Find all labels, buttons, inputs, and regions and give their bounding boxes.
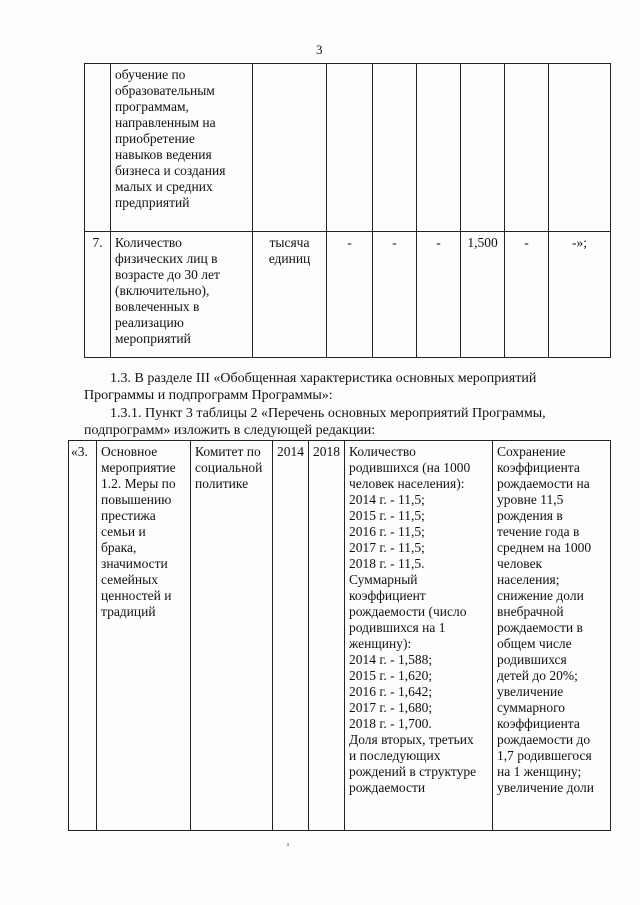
- value-cell: 1,500: [461, 232, 505, 358]
- value-cell: -: [417, 232, 461, 358]
- paragraph-1-3-1-line1: 1.3.1. Пункт 3 таблицы 2 «Перечень основных мероприятий Программы,: [110, 406, 546, 421]
- value-cell: -: [505, 232, 549, 358]
- measure-name-cell: Основное мероприятие 1.2. Меры по повышению престижа семьи и брака, значимости семейных ценностей и традиций: [97, 441, 191, 831]
- paragraph-1-3-line1: 1.3. В разделе III «Обобщенная характеристика основных мероприятий: [110, 371, 537, 386]
- indicators-table: [84, 63, 611, 358]
- row-number-cell: 7.: [85, 232, 111, 358]
- row-number-cell: «3.: [69, 441, 97, 831]
- paragraph-1-3-line2: Программы и подпрограмм Программы»:: [84, 388, 333, 403]
- value-cell: -: [373, 232, 417, 358]
- table-row: [85, 64, 611, 232]
- indicator-text-cell: обучение по образовательным программам, направленным на приобретение навыков ведения бизнеса и создания малых и средних предприятий: [111, 64, 253, 232]
- year-start-cell: 2014: [273, 441, 309, 831]
- row-number-cell: [85, 64, 111, 232]
- scan-mark: ': [287, 840, 290, 854]
- paragraph-1-3-1-line2: подпрограмм» изложить в следующей редакции:: [84, 423, 376, 438]
- value-cell: -»;: [549, 232, 611, 358]
- table-row: [85, 232, 611, 358]
- table-row: [69, 441, 611, 831]
- unit-cell: тысяча единиц: [253, 232, 327, 358]
- page-number: 3: [316, 42, 323, 57]
- indicator-text-cell: Количество физических лиц в возрасте до 30 лет (включительно), вовлеченных в реализацию мероприятий: [111, 232, 253, 358]
- indicators-cell: Количество родившихся (на 1000 человек населения): 2014 г. - 11,5; 2015 г. - 11,5; 2016 г. - 11,5; 2017 г. - 11,5; 2018 г. - 11,5. Суммарный коэффициент рождаемости (число родившихся на 1 женщину): 2014 г. - 1,588; 2015 г. - 1,620; 2016 г. - 1,642; 2017 г. - 1,680; 2018 г. - 1,700. Доля вторых, третьих и последующих рождений в структуре рождаемости: [345, 441, 493, 831]
- measures-table: [68, 440, 611, 831]
- value-cell: -: [327, 232, 373, 358]
- results-cell: Сохранение коэффициента рождаемости на уровне 11,5 рождения в течение года в среднем на 1000 человек населения; снижение доли внебрачной рождаемости в общем числе родившихся детей до 20%; увеличение суммарного коэффициента рождаемости до 1,7 родившегося на 1 женщину; увеличение доли: [493, 441, 611, 831]
- year-end-cell: 2018: [309, 441, 345, 831]
- executor-cell: Комитет по социальной политике: [191, 441, 273, 831]
